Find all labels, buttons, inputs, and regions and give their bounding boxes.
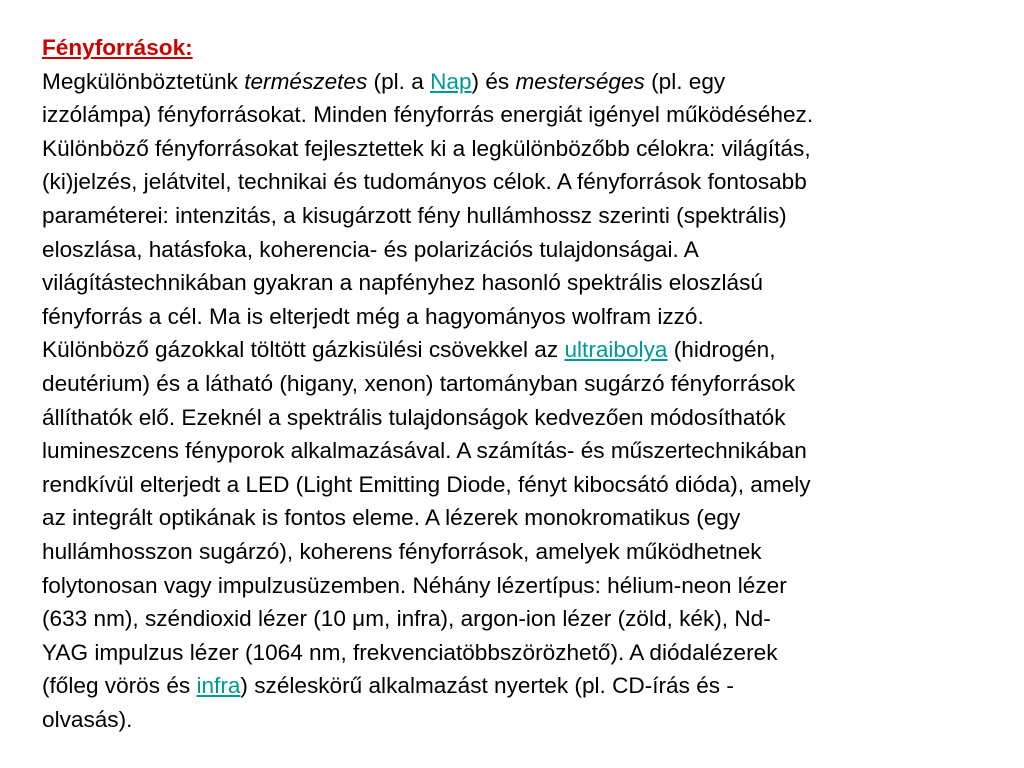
text-line-14: az integrált optikának is fontos eleme. A lézerek monokromatikus (egy [42, 505, 741, 531]
text-line-8: fényforrás a cél. Ma is elterjedt még a hagyományos wolfram izzó. [42, 303, 704, 329]
text-line-12: lumineszcens fényporok alkalmazásával. A számítás- és műszertechnikában [42, 438, 807, 464]
text-line-11: állíthatók elő. Ezeknél a spektrális tulajdonságok kedvezően módosíthatók [42, 404, 786, 430]
text-line-9 [42, 333, 1017, 367]
text-line-19 [42, 669, 1017, 703]
text-run: Megkülönböztetünk [42, 68, 245, 94]
text-line-4: (ki)jelzés, jelátvitel, technikai és tudományos célok. A fényforrások fontosabb [42, 169, 807, 195]
text-run: ) és [471, 68, 516, 94]
slide-body [42, 31, 1017, 736]
text-line-18: YAG impulzus lézer (1064 nm, frekvenciatöbbszörözhető). A diódalézerek [42, 639, 778, 665]
text-line-16: folytonosan vagy impulzusüzemben. Néhány lézertípus: hélium-neon lézer [42, 572, 787, 598]
link-infra[interactable]: infra [196, 673, 241, 699]
text-run: (főleg vörös és [42, 673, 197, 699]
text-line-17: (633 nm), széndioxid lézer (10 μm, infra), argon-ion lézer (zöld, kék), Nd- [42, 606, 771, 632]
text-line-5: paraméterei: intenzitás, a kisugárzott fény hullámhossz szerinti (spektrális) [42, 202, 787, 228]
link-nap[interactable]: Nap [430, 68, 472, 94]
text-line-3: Különböző fényforrásokat fejlesztettek ki a legkülönbözőbb célokra: világítás, [42, 135, 811, 161]
text-run: (pl. egy [644, 68, 726, 94]
slide-heading: Fényforrások: [42, 35, 193, 60]
text-line-10: deutérium) és a látható (higany, xenon) tartományban sugárzó fényforrások [42, 370, 796, 396]
link-ultraibolya[interactable]: ultraibolya [564, 337, 668, 363]
text-run: Különböző gázokkal töltött gázkisülési csövekkel az [42, 337, 565, 363]
text-line-7: világítástechnikában gyakran a napfényhez hasonló spektrális eloszlású [42, 270, 763, 296]
text-line-6: eloszlása, hatásfoka, koherencia- és polarizációs tulajdonságai. A [42, 236, 699, 262]
emphasis-mesterseges: mesterséges [515, 68, 645, 94]
text-run: (hidrogén, [667, 337, 776, 363]
text-line-1 [42, 65, 1017, 99]
emphasis-termeszetes: természetes [244, 68, 368, 94]
text-line-2: izzólámpa) fényforrásokat. Minden fényforrás energiát igényel működéséhez. [42, 102, 814, 128]
text-run: (pl. a [367, 68, 431, 94]
text-run: ) széleskörű alkalmazást nyertek (pl. CD-írás és - [240, 673, 734, 699]
text-line-20: olvasás). [42, 706, 133, 732]
text-line-15: hullámhosszon sugárzó), koherens fényforrások, amelyek működhetnek [42, 538, 762, 564]
text-line-13: rendkívül elterjedt a LED (Light Emitting Diode, fényt kibocsátó dióda), amely [42, 471, 811, 497]
